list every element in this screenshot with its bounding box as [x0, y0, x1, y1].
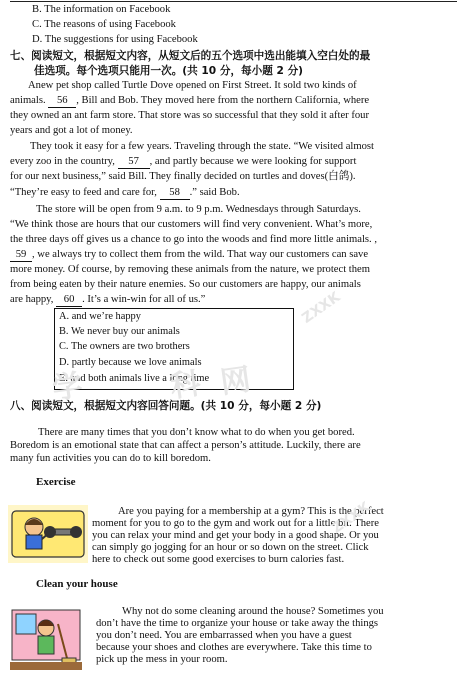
passage-line	[10, 124, 458, 138]
passage-line	[10, 170, 458, 184]
exercise-line-3: you can relax your mind and get your body in a good shape. Or you	[92, 530, 379, 541]
watermark-text-1: ZXXK	[299, 289, 344, 327]
exercise-line-2: moment for you to go to the gym and work out for a little bit. There	[92, 518, 379, 529]
passage-line	[10, 233, 458, 247]
passage-text: years and got a lot of money.	[10, 125, 133, 136]
watermark-char-1: 学	[50, 368, 85, 407]
passage-text: every zoo in the country,	[10, 156, 118, 167]
passage-text: Anew pet shop called Turtle Dove opened on First Street. It sold two kinds of	[28, 80, 357, 91]
options-box	[54, 308, 294, 390]
passage-text: .” said Bob.	[189, 187, 240, 198]
exercise-title: Exercise	[36, 476, 76, 488]
passage-line	[10, 263, 458, 277]
exercise-clipart-image	[8, 505, 88, 563]
exercise-line-5: here to check out some good exercises to burn calories fast.	[92, 554, 345, 565]
passage-text: for our next business,” said Bill. They finally decided on turtles and doves(白鸽).	[10, 171, 356, 182]
passage-text: more money. Of course, by removing these animals from the nature, we protect them	[10, 264, 370, 275]
passage-text: , Bill and Bob. They moved here from the northern California, where	[76, 95, 370, 106]
passage-text: , and partly because we were looking for support	[149, 156, 357, 167]
watermark-char-2: 科	[168, 366, 203, 405]
passage-text: “We think those are hours that our customers will find very convenient. What’s more,	[10, 219, 373, 230]
watermark-text-2: ZXXK	[329, 499, 374, 537]
section7-heading-line1: 七、阅读短文，根据短文内容，从短文后的五个选项中选出能填入空白处的最	[10, 50, 371, 62]
option-c-top: C. The reasons of using Facebook	[32, 19, 176, 30]
passage-text: The store will be open from 9 a.m. to 9 p.m. Wednesdays through Saturdays.	[36, 204, 361, 215]
intro-line-1: There are many times that you don’t know what to do when you get bored.	[38, 427, 355, 438]
clean-house-title: Clean your house	[36, 578, 118, 590]
option-d: D. partly because we love animals	[59, 357, 202, 368]
watermark-char-3: 网	[218, 362, 253, 401]
passage-line	[10, 293, 458, 307]
intro-line-3: many fun activities you can do to kill boredom.	[10, 453, 211, 464]
clean-line-4: because your shoes and clothes are everywhere. Take this time to	[96, 642, 372, 653]
clean-line-5: pick up the mess in your room.	[96, 654, 228, 665]
exercise-line-1: Are you paying for a membership at a gym? This is the perfect	[118, 506, 384, 517]
option-c: C. The owners are two brothers	[59, 341, 190, 352]
option-a: A. and we’re happy	[59, 311, 141, 322]
passage-line	[28, 79, 465, 93]
passage-line	[36, 203, 465, 217]
passage-text: from being eaten by their nature enemies. So our customers are happy, our animals	[10, 279, 361, 290]
intro-line-2: Boredom is an emotional state that can affect a person’s attitude. Luckily, there are	[10, 440, 361, 451]
section8-heading: 八、阅读短文，根据短文内容回答问题。(共 10 分，每小题 2 分)	[10, 400, 322, 412]
passage-line	[10, 155, 458, 169]
passage-text: are happy,	[10, 294, 57, 305]
passage-line	[10, 218, 458, 232]
passage-line	[30, 140, 465, 154]
option-d-top: D. The suggestions for using Facebook	[32, 34, 198, 45]
clean-line-3: you don’t need. You are embarrassed when you have a guest	[96, 630, 352, 641]
option-b-top: B. The information on Facebook	[32, 4, 171, 15]
passage-text: they owned an ant farm store. That store was so successful that they sold it after four	[10, 110, 370, 121]
answer-blank-59[interactable]: 59	[10, 249, 32, 262]
passage-text: . It’s a win-win for all of us.”	[82, 294, 206, 305]
top-rule	[10, 1, 457, 2]
clean-line-2: don’t have the time to organize your house or take away the things	[96, 618, 379, 629]
passage-text: , we always try to collect them from the wild. That way our customers can save	[32, 249, 369, 260]
answer-blank-58[interactable]: 58	[160, 187, 190, 200]
exercise-line-4: can simply go jogging for an hour or so down on the street. Click	[92, 542, 369, 553]
passage-text: the three days off gives us a chance to go into the woods and find more little animals. ,	[10, 234, 377, 245]
answer-blank-57[interactable]: 57	[118, 156, 150, 169]
passage-text: “They’re easy to feed and care for,	[10, 187, 160, 198]
section7-heading-line2: 佳选项。每个选项只能用一次。(共 10 分，每小题 2 分)	[34, 65, 304, 77]
passage-text: animals.	[10, 95, 49, 106]
passage-text: They took it easy for a few years. Traveling through the state. “We visited almost	[30, 141, 374, 152]
passage-line	[10, 94, 458, 108]
cleaning-clipart-image	[6, 604, 86, 672]
clean-line-1: Why not do some cleaning around the house? Sometimes you	[122, 606, 384, 617]
option-e: E. and both animals live a long time	[59, 373, 210, 384]
answer-blank-60[interactable]: 60	[56, 294, 82, 307]
passage-line	[10, 186, 458, 200]
passage-line	[10, 278, 458, 292]
option-b: B. We never buy our animals	[59, 326, 180, 337]
passage-line	[10, 248, 458, 262]
answer-blank-56[interactable]: 56	[48, 95, 76, 108]
passage-line	[10, 109, 458, 123]
